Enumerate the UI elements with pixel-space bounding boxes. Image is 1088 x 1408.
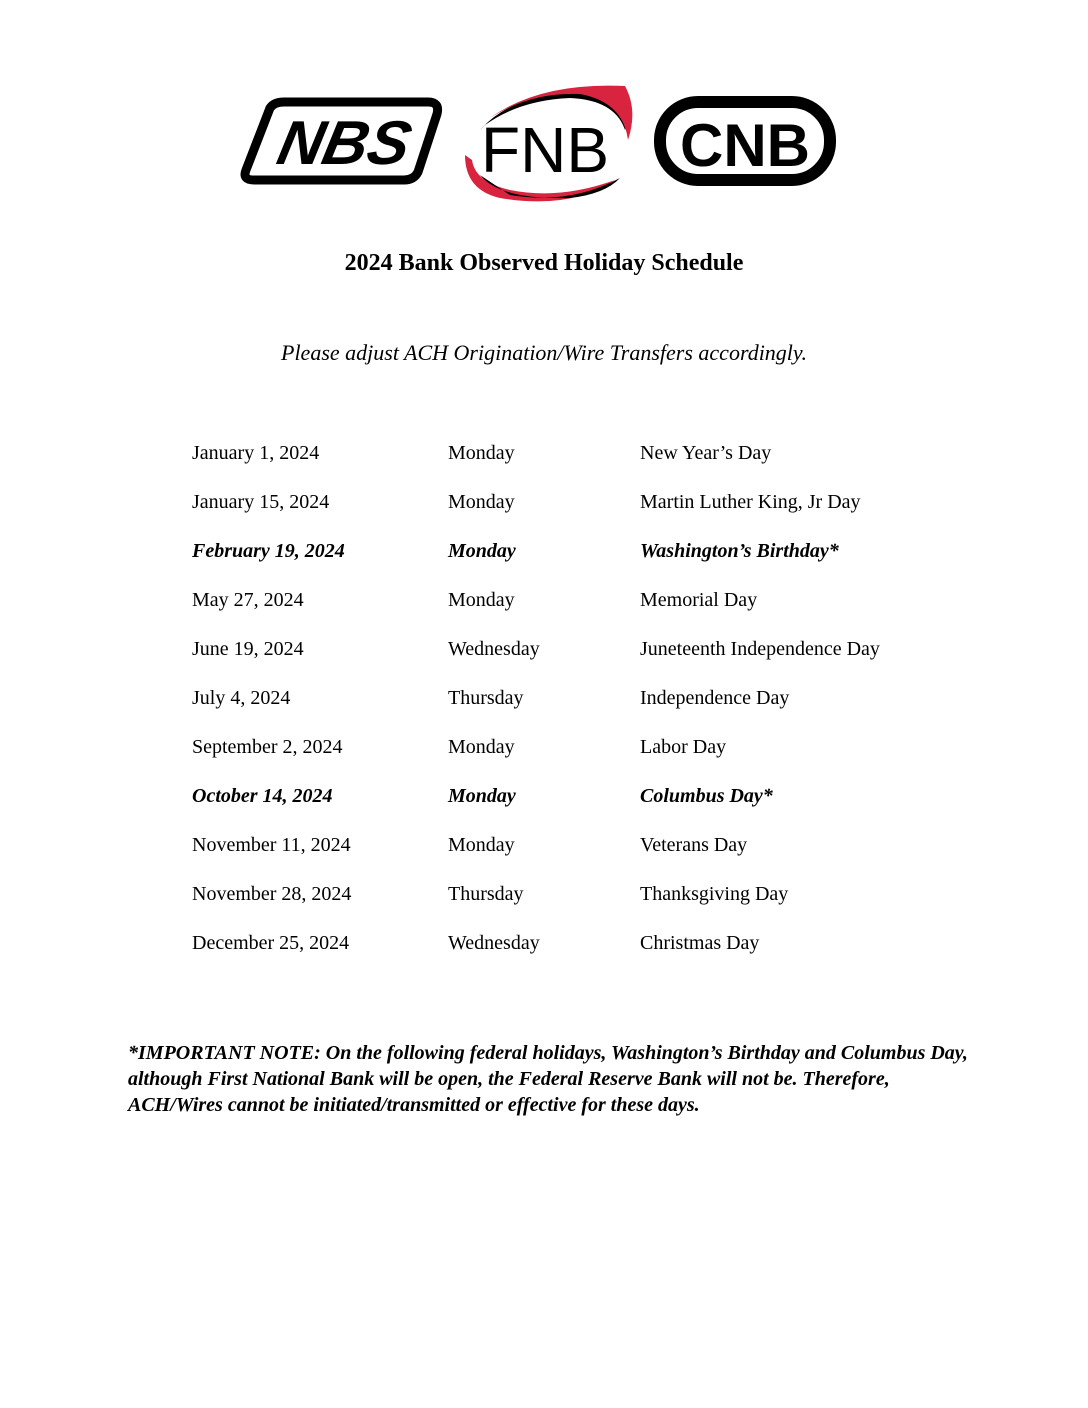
- holiday-row: [192, 587, 952, 636]
- holiday-date: October 14, 2024: [192, 785, 333, 807]
- holiday-row: [192, 489, 952, 538]
- holiday-row: [192, 685, 952, 734]
- holiday-row: [192, 783, 952, 832]
- holiday-date: January 15, 2024: [192, 491, 330, 513]
- holiday-date: July 4, 2024: [192, 687, 291, 709]
- holiday-row: [192, 440, 952, 489]
- holiday-weekday: Monday: [448, 834, 515, 856]
- holiday-row: [192, 734, 952, 783]
- holiday-weekday: Wednesday: [448, 932, 540, 954]
- holiday-weekday: Thursday: [448, 687, 524, 709]
- holiday-date: December 25, 2024: [192, 932, 350, 954]
- holiday-name: Washington’s Birthday*: [640, 540, 839, 562]
- fnb-logo-text: FNB: [481, 114, 609, 186]
- holiday-name: New Year’s Day: [640, 442, 772, 464]
- holiday-date: January 1, 2024: [192, 442, 320, 464]
- holiday-row: [192, 636, 952, 685]
- holiday-row: [192, 832, 952, 881]
- holiday-weekday: Monday: [448, 736, 515, 758]
- holiday-weekday: Monday: [448, 442, 515, 464]
- important-note: *IMPORTANT NOTE: On the following federal holidays, Washington’s Birthday and Columbus Day, although First National Bank will be open, the Federal Reserve Bank will not be. Therefore, ACH/Wires cannot be initiated/transmitted or effective for these days.: [128, 1042, 968, 1116]
- nbs-logo: [245, 102, 438, 180]
- holiday-date: November 11, 2024: [192, 834, 351, 856]
- holiday-name: Juneteenth Independence Day: [640, 638, 880, 660]
- holiday-date: June 19, 2024: [192, 638, 304, 660]
- holiday-weekday: Monday: [448, 785, 516, 807]
- holiday-weekday: Thursday: [448, 883, 524, 905]
- holiday-name: Columbus Day*: [640, 785, 773, 807]
- holiday-date: February 19, 2024: [192, 540, 345, 562]
- holiday-date: May 27, 2024: [192, 589, 304, 611]
- holiday-table: [192, 440, 952, 979]
- holiday-name: Memorial Day: [640, 589, 758, 611]
- bank-logos: [240, 80, 840, 205]
- holiday-weekday: Monday: [448, 540, 516, 562]
- fnb-logo: [465, 86, 632, 202]
- cnb-logo-text: CNB: [680, 112, 810, 179]
- holiday-date: November 28, 2024: [192, 883, 352, 905]
- page-title: 2024 Bank Observed Holiday Schedule: [344, 250, 744, 276]
- holiday-row: [192, 881, 952, 930]
- page-subtitle: Please adjust ACH Origination/Wire Transfers accordingly.: [281, 340, 807, 365]
- holiday-name: Thanksgiving Day: [640, 883, 789, 905]
- cnb-logo: [660, 102, 830, 180]
- holiday-name: Veterans Day: [640, 834, 748, 856]
- holiday-name: Martin Luther King, Jr Day: [640, 491, 861, 513]
- holiday-weekday: Monday: [448, 589, 515, 611]
- holiday-name: Labor Day: [640, 736, 727, 758]
- holiday-row: [192, 930, 952, 979]
- nbs-logo-text: NBS: [271, 108, 418, 178]
- holiday-weekday: Wednesday: [448, 638, 540, 660]
- holiday-weekday: Monday: [448, 491, 515, 513]
- holiday-date: September 2, 2024: [192, 736, 343, 758]
- holiday-name: Independence Day: [640, 687, 790, 709]
- holiday-name: Christmas Day: [640, 932, 760, 954]
- holiday-row: [192, 538, 952, 587]
